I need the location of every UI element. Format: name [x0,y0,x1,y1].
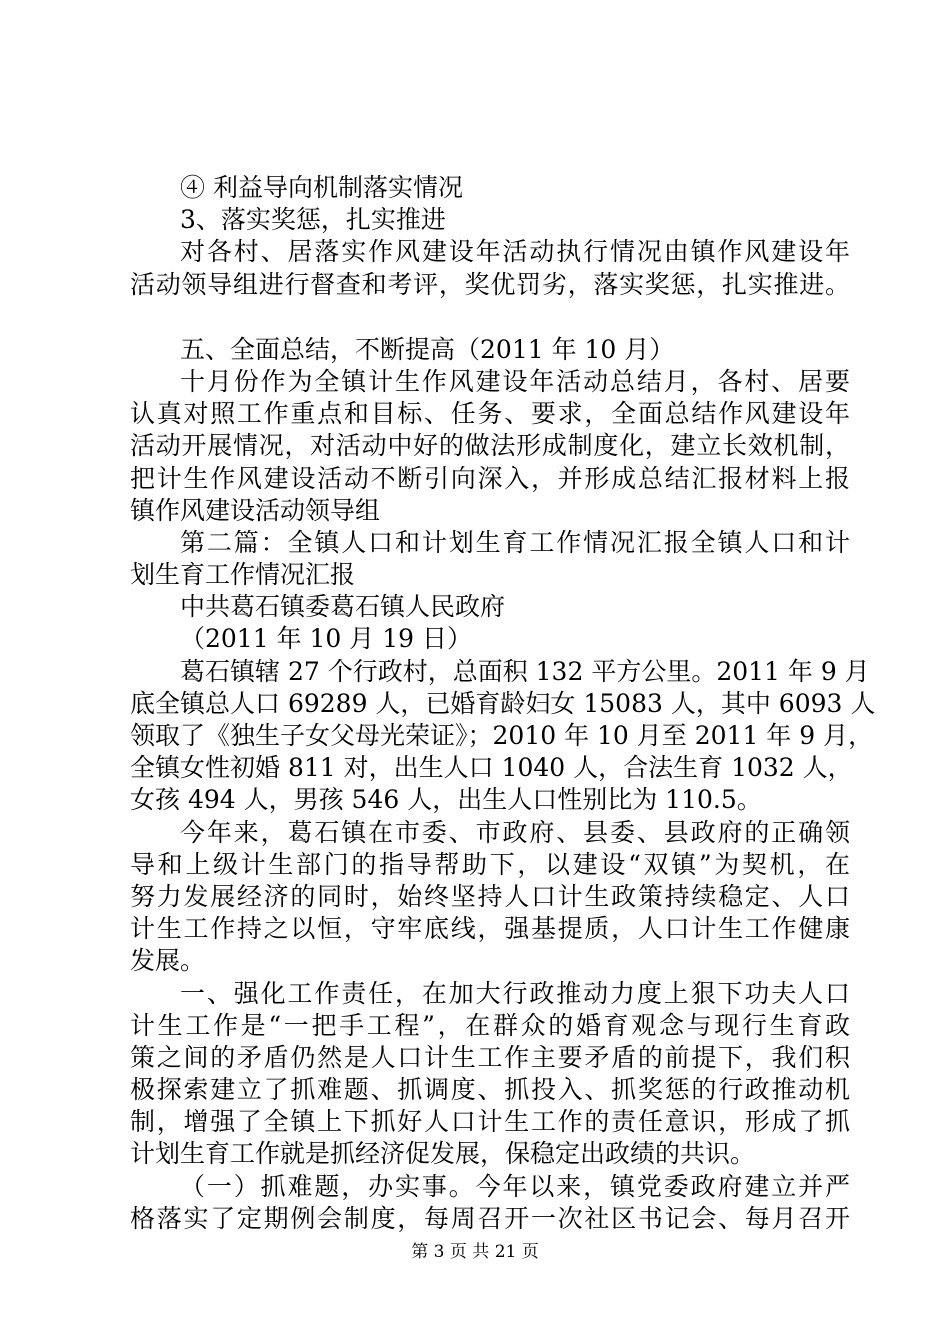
text-line: ④ 利益导向机制落实情况 [180,173,463,202]
text-line: 策之间的矛盾仍然是人口计生工作主要矛盾的前提下，我们积 [130,1042,850,1072]
text-line: 认真对照工作重点和目标、任务、要求，全面总结作风建设年 [130,399,850,429]
text-line: 今年来，葛石镇在市委、市政府、县委、县政府的正确领 [180,817,850,847]
text-line: 全镇女性初婚 811 对，出生人口 1040 人，合法生育 1032 人， [130,753,853,783]
text-line: 一、强化工作责任，在加大行政推动力度上狠下功夫人口 [180,978,850,1008]
text-line: 活动开展情况，对活动中好的做法形成制度化，建立长效机制， [130,431,850,461]
text-line: 女孩 494 人，男孩 546 人，出生人口性别比为 110.5。 [130,785,762,815]
paragraph-gap [130,301,850,334]
text-line: 第二篇：全镇人口和计划生育工作情况汇报全镇人口和计 [180,527,850,557]
text-line: 划生育工作情况汇报 [130,560,356,590]
text-line: 发展。 [130,946,206,976]
text-line: 对各村、居落实作风建设年活动执行情况由镇作风建设年 [180,237,850,267]
text-line: 努力发展经济的同时，始终坚持人口计生政策持续稳定、人口 [130,881,850,911]
page-footer: 第 3 页 共 21 页 [411,1242,539,1262]
section-heading: 五、全面总结，不断提高（2011 年 10 月） [180,334,675,364]
author-line: 中共葛石镇委葛石镇人民政府 [180,592,506,622]
text-line: 把计生作风建设活动不断引向深入，并形成总结汇报材料上报 [130,463,850,493]
text-line: （一）抓难题，办实事。今年以来，镇党委政府建立并严 [180,1171,850,1201]
text-line: 十月份作为全镇计生作风建设年活动总结月，各村、居要 [180,366,850,396]
text-line: 计划生育工作就是抓经济促发展，保稳定出政绩的共识。 [130,1139,756,1169]
text-line: 底全镇总人口 69289 人，已婚育龄妇女 15083 人，其中 6093 人 [130,688,876,718]
text-line: 计生工作持之以恒，守牢底线，强基提质，人口计生工作健康 [130,914,850,944]
text-line: 极探索建立了抓难题、抓调度、抓投入、抓奖惩的行政推动机 [130,1075,850,1105]
text-line: 格落实了定期例会制度，每周召开一次社区书记会、每月召开 [130,1203,850,1233]
text-line: 领取了《独生子女父母光荣证》；2010 年 10 月至 2011 年 9 月， [130,721,874,750]
text-line: 镇作风建设活动领导组 [130,495,381,525]
text-line: 活动领导组进行督查和考评，奖优罚劣，落实奖惩，扎实推进。 [130,269,850,299]
text-line: 3、落实奖惩，扎实推进 [180,205,446,235]
text-line: 葛石镇辖 27 个行政村，总面积 132 平方公里。2011 年 9 月 [180,656,870,686]
text-line: 计生工作是“一把手工程”，在群众的婚育观念与现行生育政 [130,1010,850,1040]
text-line: 制，增强了全镇上下抓好人口计生工作的责任意识，形成了抓 [130,1107,850,1137]
document-body [130,172,876,1235]
text-line: 导和上级计生部门的指导帮助下，以建设“双镇”为契机，在 [130,849,850,879]
date-line: （2011 年 10 月 19 日） [180,624,472,654]
